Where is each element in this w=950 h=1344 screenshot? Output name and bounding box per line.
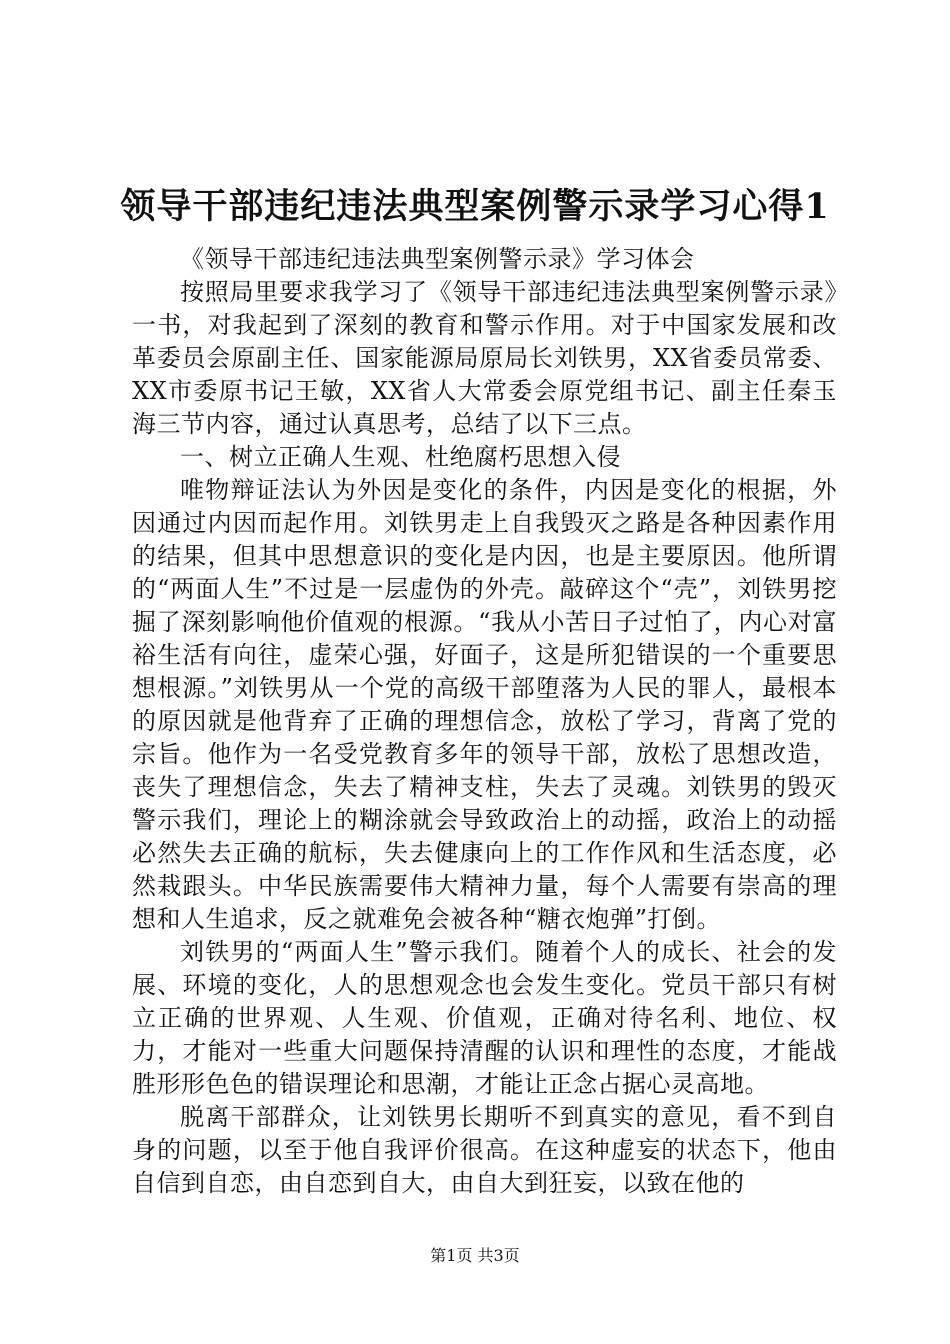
page-number: 第1页 共3页	[430, 1246, 520, 1265]
paragraph-two-faced-life: 刘铁男的“两面人生”警示我们。随着个人的成长、社会的发展、环境的变化，人的思想观念也会发生变化。党员干部只有树立正确的世界观、人生观、价值观，正确对待名利、地位、权力，才能对一些重大问题保持清醒的认识和理性的态度，才能战胜形形色色的错误理论和思潮，才能让正念占据心灵高地。	[132, 938, 837, 1098]
paragraph-dialectics: 唯物辩证法认为外因是变化的条件，内因是变化的根据，外因通过内因而起作用。刘铁男走上自我毁灭之路是各种因素作用的结果，但其中思想意识的变化是内因，也是主要原因。他所谓的“两面人生”不过是一层虚伪的外壳。敲碎这个“壳”，刘铁男挖掘了深刻影响他价值观的根源。“我从小苦日子过怕了，内心对富裕生活有向往，虚荣心强，好面子，这是所犯错误的一个重要思想根源。”刘铁男从一个党的高级干部堕落为人民的罪人，最根本的原因就是他背弃了正确的理想信念，放松了学习，背离了党的宗旨。他作为一名受党教育多年的领导干部，放松了思想改造，丧失了理想信念，失去了精神支柱，失去了灵魂。刘铁男的毁灭警示我们，理论上的糊涂就会导致政治上的动摇，政治上的动摇必然失去正确的航标，失去健康向上的工作作风和生活态度，必然栽跟头。中华民族需要伟大精神力量，每个人需要有崇高的理想和人生追求，反之就难免会被各种“糖衣炮弹”打倒。	[132, 476, 837, 933]
section-heading-1: 一、树立正确人生观、杜绝腐朽思想入侵	[180, 443, 621, 471]
paragraph-detached-from-masses: 脱离干部群众，让刘铁男长期听不到真实的意见，看不到自身的问题，以至于他自我评价很高。在这种虚妄的状态下，他由自信到自恋，由自恋到自大，由自大到狂妄，以致在他的	[132, 1103, 837, 1197]
page-title: 领导干部违纪违法典型案例警示录学习心得1	[120, 186, 830, 227]
paragraph-subtitle: 《领导干部违纪违法典型案例警示录》学习体会	[180, 245, 695, 273]
paragraph-intro: 按照局里要求我学习了《领导干部违纪违法典型案例警示录》一书，对我起到了深刻的教育和警示作用。对于中国家发展和改革委员会原副主任、国家能源局原局长刘铁男，XX省委员常委、XX市委原书记王敏，XX省人大常委会原党组书记、副主任秦玉海三节内容，通过认真思考，总结了以下三点。	[132, 278, 837, 438]
document-body	[132, 243, 837, 1200]
